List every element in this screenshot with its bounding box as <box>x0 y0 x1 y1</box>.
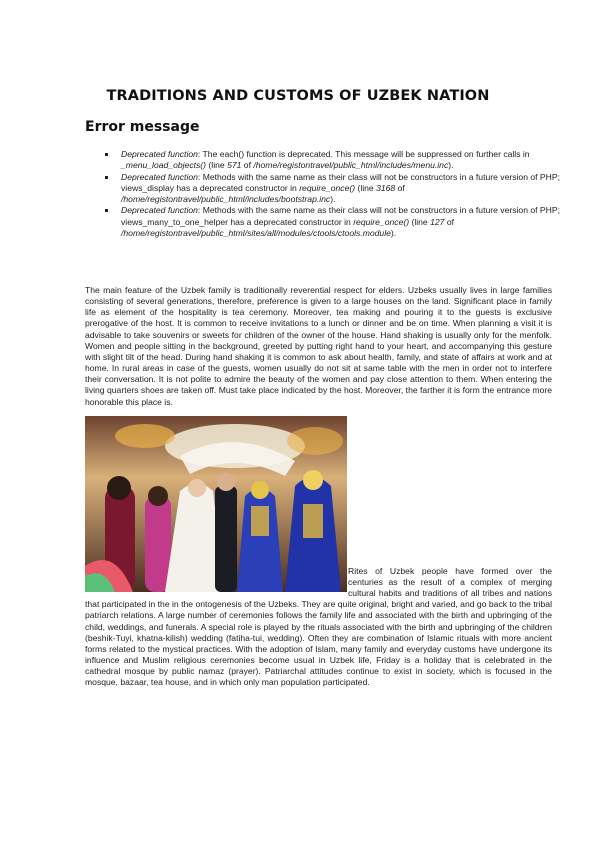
error-path: /home/registontravel/public_html/sites/all/modules/ctools/ctools.module <box>121 228 391 239</box>
error-line: 127 <box>430 216 445 227</box>
error-line: 3168 <box>376 182 396 193</box>
error-text: of <box>241 160 254 171</box>
error-line: 571 <box>227 160 242 171</box>
error-list <box>100 149 576 239</box>
error-text: ). <box>330 194 336 205</box>
error-item <box>121 172 576 206</box>
paragraph-intro: The main feature of the Uzbek family is traditionally reverential respect for elders. Uzbeks usually lives in large families consisting of several generations, therefore, preference is given to a large houses on the land. Significant place in family life as element of the hospitality is tea ceremony. Moreover, tea making and pouring it to the guests is exclusive prerogative of the host. It is common to receive invitations to a lunch or dinner and be on time. When planning a visit it is advisable to take souvenirs or sweets for children of the owner of the house. Hand shaking is usually only for the menfolk. Women and people sitting in the background, greeted by putting right hand to your heart, and accompanying this gesture with slight tilt of the head. During hand shaking it is common to ask about health, family, and state of affairs at work and at home. In rural areas in case of the guests, women usually do not sit at same table with the men in order not to interfere their conversation. It is not polite to admire the beauty of the women and pay close attention to them. When entering the living quarters shoes are taken off. Must take place indicated by the host. Moreover, the farther it is form the entrance more honorable this place is. <box>85 285 552 407</box>
error-item <box>121 205 576 239</box>
error-text: ). <box>390 228 397 239</box>
error-label: Deprecated function <box>121 205 198 216</box>
error-label: Deprecated function <box>121 171 198 182</box>
error-text: (line <box>206 160 228 171</box>
wedding-photo <box>85 416 347 592</box>
error-path: /home/registontravel/public_html/includes/menu.inc <box>253 160 449 171</box>
error-func: require_once() <box>353 216 410 227</box>
error-text: of <box>444 216 454 227</box>
error-item <box>121 149 576 172</box>
error-text: (line <box>355 182 377 193</box>
error-text: of <box>395 182 405 193</box>
error-func: require_once() <box>299 182 356 193</box>
error-path: /home/registontravel/public_html/includes/bootstrap.inc <box>121 194 331 205</box>
error-func: _menu_load_objects() <box>121 160 207 171</box>
error-label: Deprecated function <box>121 149 198 159</box>
error-text: : The each() function is deprecated. This message will be suppressed on further calls in <box>197 149 530 159</box>
wedding-photo-illustration <box>85 416 347 592</box>
error-text: : Methods with the same name as their class will not be constructors in a future version of PHP; views_many_to_one_helper has a deprecated constructor in <box>121 205 560 227</box>
error-text: : Methods with the same name as their class will not be constructors in a future version of PHP; views_display has a deprecated constructor in <box>121 171 560 193</box>
error-heading: Error message <box>85 119 200 135</box>
error-text: (line <box>409 216 431 227</box>
error-text: ). <box>448 160 454 171</box>
article-body <box>85 285 552 688</box>
paragraph-rites: Rites of Uzbek people have formed over the centuries as the result of a complex of merging cultural habits and traditions of all tribes and nations that participated in the in the ontogenesis of the Uzbeks. They are quite original, bright and varied, and go back to the tribal patriarch relations. A large number of ceremonies follows the family life and associated with the birth and upbringing of the child, weddings, and funerals. A special role is played by the rituals associated with the birth and upbringing of the children (beshik-Tuyi, khatna-kilish) wedding (fatiha-tui, wedding). Often they are combination of Islamic rituals with more ancient forms related to the mystical practices. With the adoption of Islam, many family and everyday customs have undergone its influence and Muslim religious ceremonies become usual in Uzbek life, Friday is a holiday that is celebrated in the cathedral mosque by public namaz (prayer). Patriarchal attitudes continue to exist in society, which is focused in the mosque, bazaar, tea house, and in which only man population participated. <box>85 565 552 688</box>
page-title: TRADITIONS AND CUSTOMS OF UZBEK NATION <box>106 88 490 104</box>
